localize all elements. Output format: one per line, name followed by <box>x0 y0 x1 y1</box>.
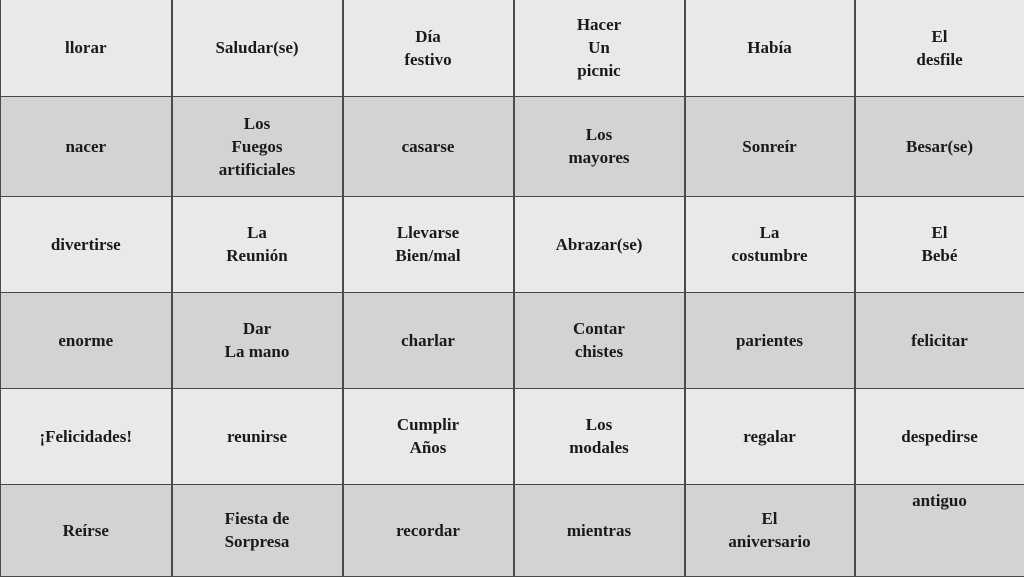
grid-row-1 <box>1 0 1024 96</box>
grid-cell: El aniversario <box>685 484 855 576</box>
grid-cell: Saludar(se) <box>172 0 343 96</box>
grid-cell: felicitar <box>855 292 1024 388</box>
grid-cell: Los Fuegos artificiales <box>172 96 343 196</box>
grid-cell: Hacer Un picnic <box>514 0 685 96</box>
grid-cell: Sonreír <box>685 96 855 196</box>
grid-cell: antiguo <box>855 484 1024 576</box>
grid-cell: La costumbre <box>685 196 855 292</box>
grid-cell: parientes <box>685 292 855 388</box>
grid-cell: Dar La mano <box>172 292 343 388</box>
grid-cell: Había <box>685 0 855 96</box>
grid-cell: despedirse <box>855 388 1024 484</box>
grid-row-6 <box>1 484 1024 576</box>
grid-cell: llorar <box>1 0 172 96</box>
grid-row-3 <box>1 196 1024 292</box>
grid-cell: Los mayores <box>514 96 685 196</box>
grid-cell: Cumplir Años <box>343 388 514 484</box>
grid-cell: El Bebé <box>855 196 1024 292</box>
grid-cell: La Reunión <box>172 196 343 292</box>
grid-cell: Reírse <box>1 484 172 576</box>
grid-row-5 <box>1 388 1024 484</box>
grid-row-2 <box>1 96 1024 196</box>
grid-cell: Día festivo <box>343 0 514 96</box>
grid-cell: Fiesta de Sorpresa <box>172 484 343 576</box>
grid-cell: divertirse <box>1 196 172 292</box>
grid-cell: casarse <box>343 96 514 196</box>
grid-cell: Llevarse Bien/mal <box>343 196 514 292</box>
grid-cell: reunirse <box>172 388 343 484</box>
grid-cell: regalar <box>685 388 855 484</box>
grid-cell: Besar(se) <box>855 96 1024 196</box>
grid-cell: nacer <box>1 96 172 196</box>
grid-cell: enorme <box>1 292 172 388</box>
grid-cell: El desfile <box>855 0 1024 96</box>
grid-cell: ¡Felicidades! <box>1 388 172 484</box>
grid-cell: recordar <box>343 484 514 576</box>
grid-cell: charlar <box>343 292 514 388</box>
grid-cell: mientras <box>514 484 685 576</box>
grid-cell: Los modales <box>514 388 685 484</box>
grid-row-4 <box>1 292 1024 388</box>
grid-cell: Abrazar(se) <box>514 196 685 292</box>
grid-cell: Contar chistes <box>514 292 685 388</box>
